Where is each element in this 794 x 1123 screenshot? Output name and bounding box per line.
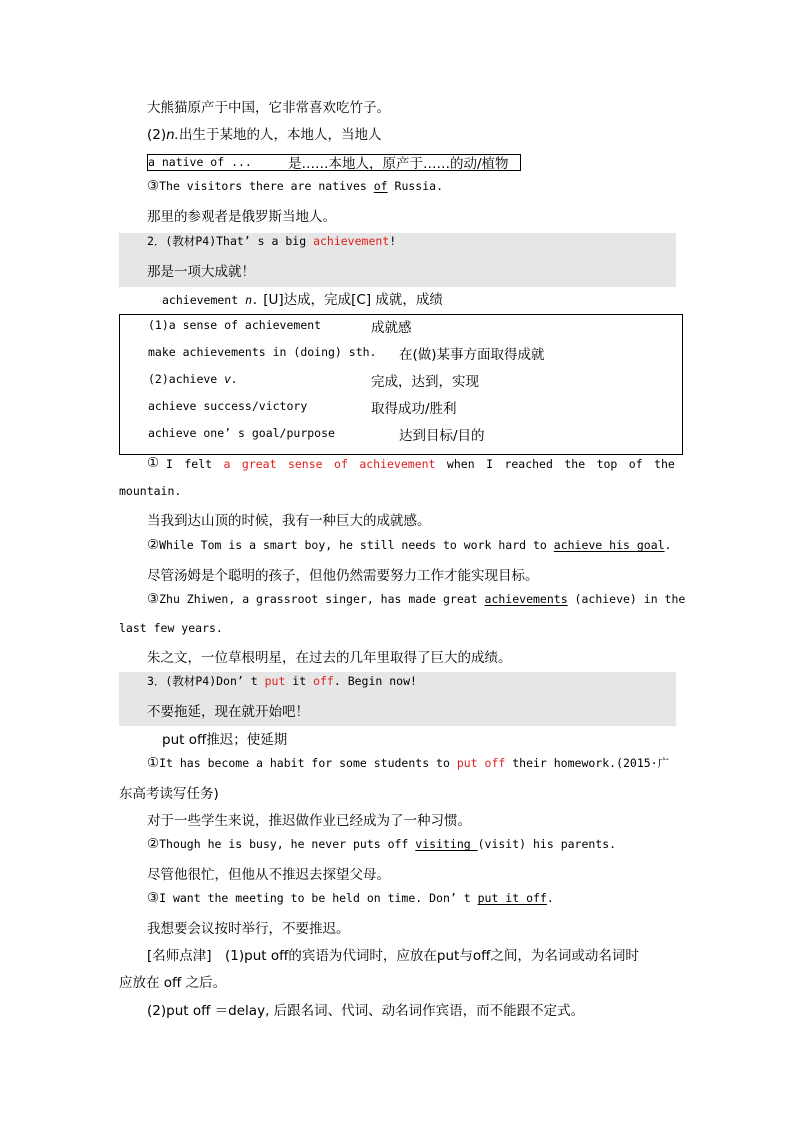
word: when bbox=[446, 457, 475, 471]
keyword: sense bbox=[287, 457, 323, 471]
part-of-speech: v. bbox=[224, 372, 239, 386]
box-phrase-5: achieve one’ s goal/purpose bbox=[148, 426, 335, 440]
part-of-speech: n. bbox=[166, 127, 179, 143]
headword: achievement bbox=[162, 293, 246, 307]
put-off-example-1-continuation: 东高考读写任务) bbox=[119, 786, 219, 802]
phrase-native-of-meaning: 是……本地人，原产于……的动/植物 bbox=[288, 156, 509, 172]
phrase-text: (2)achieve bbox=[148, 372, 225, 386]
sentence-end: . Begin now! bbox=[333, 674, 417, 688]
answer-blank: achievements bbox=[484, 592, 568, 606]
put-off-example-1-translation: 对于一些学生来说，推迟做作业已经成为了一种习惯。 bbox=[147, 813, 471, 829]
box-phrase-2: make achievements in (doing) sth. bbox=[148, 345, 377, 359]
box-meaning-3: 完成，达到，实现 bbox=[371, 374, 479, 390]
word: of bbox=[628, 457, 643, 471]
example-3 bbox=[147, 591, 685, 607]
word: top bbox=[596, 457, 618, 471]
example-text: The visitors there are natives bbox=[159, 179, 374, 193]
example-text-end: (achieve) in the bbox=[567, 592, 686, 606]
put-off-example-3-translation: 我想要会议按时举行，不要推迟。 bbox=[147, 921, 350, 937]
sentence-text: 2．(教材P4)That’ s a big bbox=[147, 234, 314, 248]
circled-number: ② bbox=[147, 537, 160, 553]
section-2-translation: 那是一项大成就！ bbox=[147, 264, 255, 280]
circled-number: ③ bbox=[147, 178, 160, 194]
keyword: great bbox=[241, 457, 277, 471]
section-3-translation: 不要拖延，现在就开始吧！ bbox=[147, 704, 309, 720]
circled-number: ① bbox=[147, 455, 160, 471]
example-translation-panda: 大熊猫原产于中国，它非常喜欢吃竹子。 bbox=[147, 100, 390, 116]
put-off-example-3 bbox=[147, 890, 554, 906]
example-1-line bbox=[166, 457, 675, 471]
sentence-mid: it bbox=[285, 674, 314, 688]
answer-blank: of bbox=[373, 179, 388, 193]
example-text: Though he is busy, he never puts off bbox=[159, 837, 416, 851]
example-text: It has become a habit for some students to bbox=[159, 756, 457, 770]
teacher-note-2: (2)put off ＝delay, 后跟名词、代词、动名词作宾语，而不能跟不定式。 bbox=[147, 1003, 585, 1019]
example-text-end: Russia. bbox=[387, 179, 443, 193]
answer-blank: achieve his goal bbox=[553, 538, 665, 552]
keyword: a bbox=[223, 457, 231, 471]
example-1-continuation: mountain. bbox=[119, 484, 182, 498]
put-off-example-2-translation: 尽管他很忙，但他从不推迟去探望父母。 bbox=[147, 867, 390, 883]
example-text-end: their homework.(2015·广 bbox=[505, 756, 670, 770]
example-text: I want the meeting to be held on time. Don’ t bbox=[159, 891, 478, 905]
example-3-translation: 朱之文，一位草根明星，在过去的几年里取得了巨大的成绩。 bbox=[147, 650, 512, 666]
circled-number: ① bbox=[147, 755, 160, 771]
circled-number: ② bbox=[147, 836, 160, 852]
box-meaning-1: 成就感 bbox=[371, 320, 412, 336]
word: I bbox=[486, 457, 493, 471]
definition-text: [U]达成，完成[C] 成就，成绩 bbox=[258, 292, 443, 308]
circled-number: ③ bbox=[147, 591, 160, 607]
word: reached bbox=[504, 457, 553, 471]
meaning-text: 出生于某地的人，本地人，当地人 bbox=[178, 127, 382, 143]
native-meaning-2 bbox=[147, 123, 381, 143]
part-of-speech: n. bbox=[245, 293, 259, 307]
definition-achievement bbox=[162, 288, 443, 308]
keyword-put-off: put off bbox=[456, 756, 506, 770]
word: the bbox=[564, 457, 586, 471]
example-text: While Tom is a smart boy, he still needs to work hard to bbox=[159, 538, 554, 552]
circled-number: ③ bbox=[147, 890, 160, 906]
box-phrase-1: (1)a sense of achievement bbox=[148, 318, 322, 332]
sentence-end: ! bbox=[389, 234, 397, 248]
put-off-example-1 bbox=[147, 755, 669, 771]
teacher-note-1-continuation: 应放在 off 之后。 bbox=[119, 975, 227, 991]
box-meaning-5: 达到目标/目的 bbox=[399, 428, 485, 444]
example-1-translation: 当我到达山顶的时候，我有一种巨大的成就感。 bbox=[147, 513, 431, 529]
definition-put-off: put off推迟；使延期 bbox=[162, 732, 288, 748]
word: felt bbox=[184, 457, 213, 471]
example-2 bbox=[147, 537, 671, 553]
example-2-translation: 尽管汤姆是个聪明的孩子，但他仍然需要努力工作才能实现目标。 bbox=[147, 568, 539, 584]
teacher-note-1: [名师点津] (1)put off的宾语为代词时，应放在put与off之间，为名词或动名词时 bbox=[147, 948, 639, 964]
sense-number: (2) bbox=[147, 127, 167, 143]
keyword-off: off bbox=[313, 674, 334, 688]
answer-blank: put it off bbox=[477, 891, 547, 905]
word: I bbox=[166, 457, 173, 471]
box-phrase-3 bbox=[148, 372, 238, 386]
section-2-sentence bbox=[147, 233, 396, 249]
word: the bbox=[654, 457, 675, 471]
keyword-achievement: achievement bbox=[313, 234, 390, 248]
answer-blank: visiting bbox=[415, 837, 478, 851]
section-3-sentence bbox=[147, 673, 417, 689]
keyword: of bbox=[334, 457, 348, 471]
put-off-example-2 bbox=[147, 836, 616, 852]
box-phrase-4: achieve success/victory bbox=[148, 399, 308, 413]
example-text-end: . bbox=[664, 538, 672, 552]
sentence-text: 3．(教材P4)Don’ t bbox=[147, 674, 265, 688]
example-text-end: (visit) his parents. bbox=[477, 837, 617, 851]
keyword-put: put bbox=[264, 674, 286, 688]
box-meaning-4: 取得成功/胜利 bbox=[371, 401, 457, 417]
example-3-continuation: last few years. bbox=[119, 621, 223, 635]
example-text-end: . bbox=[546, 891, 554, 905]
example-translation-natives: 那里的参观者是俄罗斯当地人。 bbox=[147, 209, 336, 225]
example-text: Zhu Zhiwen, a grassroot singer, has made great bbox=[159, 592, 485, 606]
example-3-natives bbox=[147, 178, 443, 194]
phrase-native-of: a native of ... bbox=[148, 155, 252, 169]
keyword: achievement bbox=[359, 457, 436, 471]
box-meaning-2: 在(做)某事方面取得成就 bbox=[399, 347, 545, 363]
